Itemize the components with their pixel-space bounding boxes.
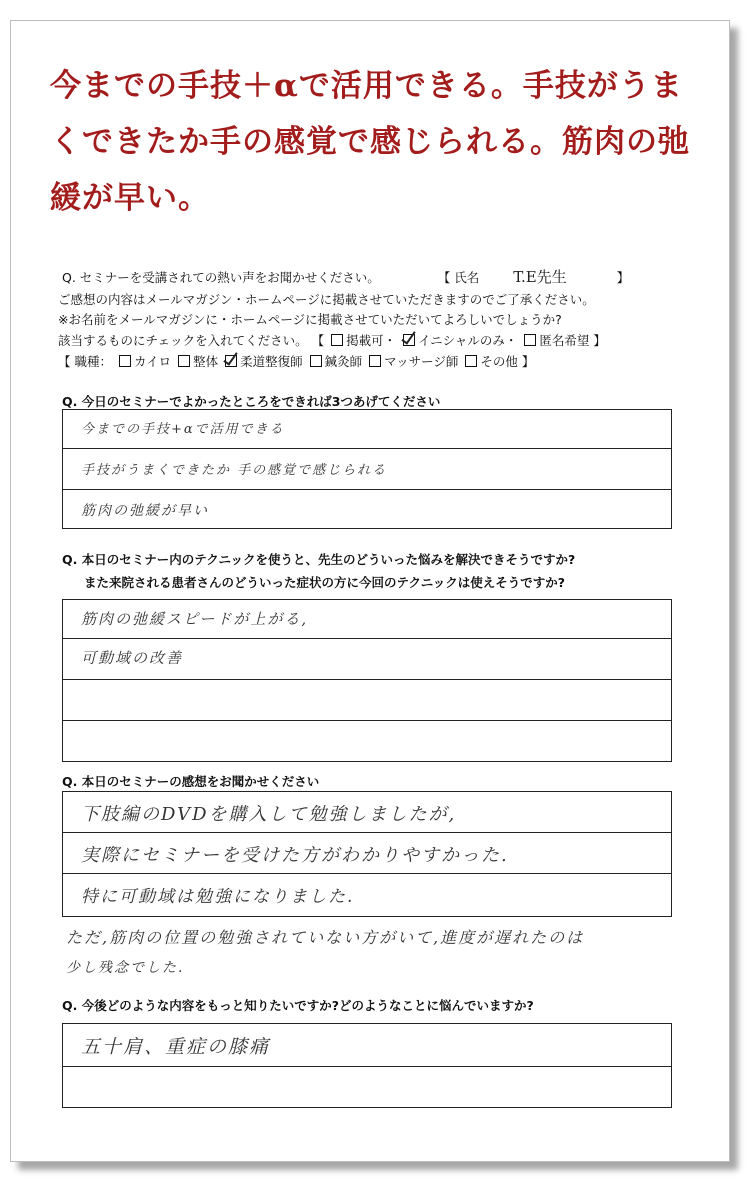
q1-answer-box	[62, 409, 672, 529]
q4-label: Q. 今後どのような内容をもっと知りたいですか?どのようなことに悩んでいますか?	[62, 998, 534, 1013]
job-other-label: その他	[480, 354, 518, 369]
q3-answer-1: 下肢編のDVDを購入して勉強しましたが,	[81, 804, 457, 825]
consent-anonymous-label: 匿名希望	[539, 333, 590, 348]
q1-answer-row[interactable]	[63, 448, 671, 489]
consent-anonymous-checkbox[interactable]	[524, 334, 536, 346]
q3-answer-4: ただ,筋肉の位置の勉強されていない方がいて,進度が遅れたのは	[66, 928, 585, 947]
q3-label: Q. 本日のセミナーの感想をお聞かせください	[62, 774, 320, 789]
job-label: 【 職種：	[58, 354, 112, 369]
q2-answer-row[interactable]	[63, 600, 671, 638]
q2-answer-row[interactable]	[63, 720, 671, 761]
q1-answer-2: 手技がうまくできたか 手の感覚で感じられる	[81, 463, 388, 478]
name-value: T.E先生	[513, 268, 567, 286]
q3-answer-3: 特に可動域は勉強になりました.	[81, 887, 355, 907]
job-massage-label: マッサージ師	[384, 354, 459, 369]
consent-open: 【	[311, 333, 325, 348]
q2-label-line-1: Q. 本日のセミナー内のテクニックを使うと、先生のどういった悩みを解決できそうですか?	[62, 552, 576, 567]
job-acupuncture-checkbox[interactable]	[310, 355, 322, 367]
job-chiro-checkbox[interactable]	[119, 355, 131, 367]
q3-answer-box	[62, 791, 672, 917]
q3-answer-2: 実際にセミナーを受けた方がわかりやすかった.	[81, 845, 509, 866]
job-massage-checkbox[interactable]	[369, 355, 381, 367]
q1-answer-row[interactable]	[63, 410, 671, 448]
intro-question: Q. セミナーを受講されての熱い声をお聞かせください。	[62, 270, 380, 285]
q2-answer-box	[62, 599, 672, 762]
headline: 今までの手技＋αで活用できる。手技がうまくできたか手の感覚で感じられる。筋肉の弛緩が早い。	[50, 68, 690, 216]
q2-answer-row[interactable]	[63, 638, 671, 679]
intro-line	[62, 266, 629, 287]
consent-initials-label: イニシャルのみ・	[418, 333, 518, 348]
consent-publish-checkbox[interactable]	[331, 334, 343, 346]
consent-publish-label: 掲載可・	[346, 333, 397, 348]
q1-label: Q. 今日のセミナーでよかったところをできれば3つあげてください	[62, 394, 441, 409]
notice-line-1: ご感想の内容はメールマガジン・ホームページに掲載させていただきますのでご了承ください。	[58, 292, 595, 307]
consent-initials-checkbox[interactable]	[403, 334, 415, 346]
q3-answer-row[interactable]	[63, 792, 671, 832]
q1-answer-row[interactable]	[63, 489, 671, 528]
name-open: 【 氏名	[437, 270, 480, 285]
consent-line	[58, 331, 606, 349]
q3-answer-row[interactable]	[63, 873, 671, 916]
notice-line-2: ※お名前をメールマガジンに・ホームページに掲載させていただいてよろしいでしょうか?	[58, 312, 562, 327]
job-judo-label: 柔道整復師	[240, 354, 303, 369]
job-close: 】	[521, 354, 535, 369]
q2-answer-row[interactable]	[63, 679, 671, 720]
q2-answer-2: 可動域の改善	[81, 649, 184, 667]
q3-answer-5: 少し残念でした.	[66, 960, 185, 976]
consent-close: 】	[593, 333, 606, 348]
job-seitai-label: 整体	[193, 354, 219, 369]
q1-answer-3: 筋肉の弛緩が早い	[81, 503, 209, 519]
q4-answer-box	[62, 1023, 672, 1108]
job-acupuncture-label: 鍼灸師	[324, 354, 363, 369]
q4-answer-1: 五十肩、重症の膝痛	[81, 1036, 271, 1058]
job-line	[58, 352, 534, 370]
q1-answer-1: 今までの手技+αで活用できる	[81, 422, 285, 437]
job-seitai-checkbox[interactable]	[178, 355, 190, 367]
q2-answer-1: 筋肉の弛緩スピードが上がる,	[81, 610, 309, 628]
q2-label-line-2: また来院される患者さんのどういった症状の方に今回のテクニックは使えそうですか?	[84, 575, 566, 590]
job-other-checkbox[interactable]	[465, 355, 477, 367]
q4-answer-row[interactable]	[63, 1024, 671, 1066]
job-chiro-label: カイロ	[133, 354, 172, 369]
name-close: 】	[616, 270, 630, 285]
q4-answer-row[interactable]	[63, 1066, 671, 1107]
job-judo-checkbox[interactable]	[225, 355, 237, 367]
check-prompt: 該当するものにチェックを入れてください。	[58, 333, 308, 348]
q3-answer-row[interactable]	[63, 832, 671, 873]
